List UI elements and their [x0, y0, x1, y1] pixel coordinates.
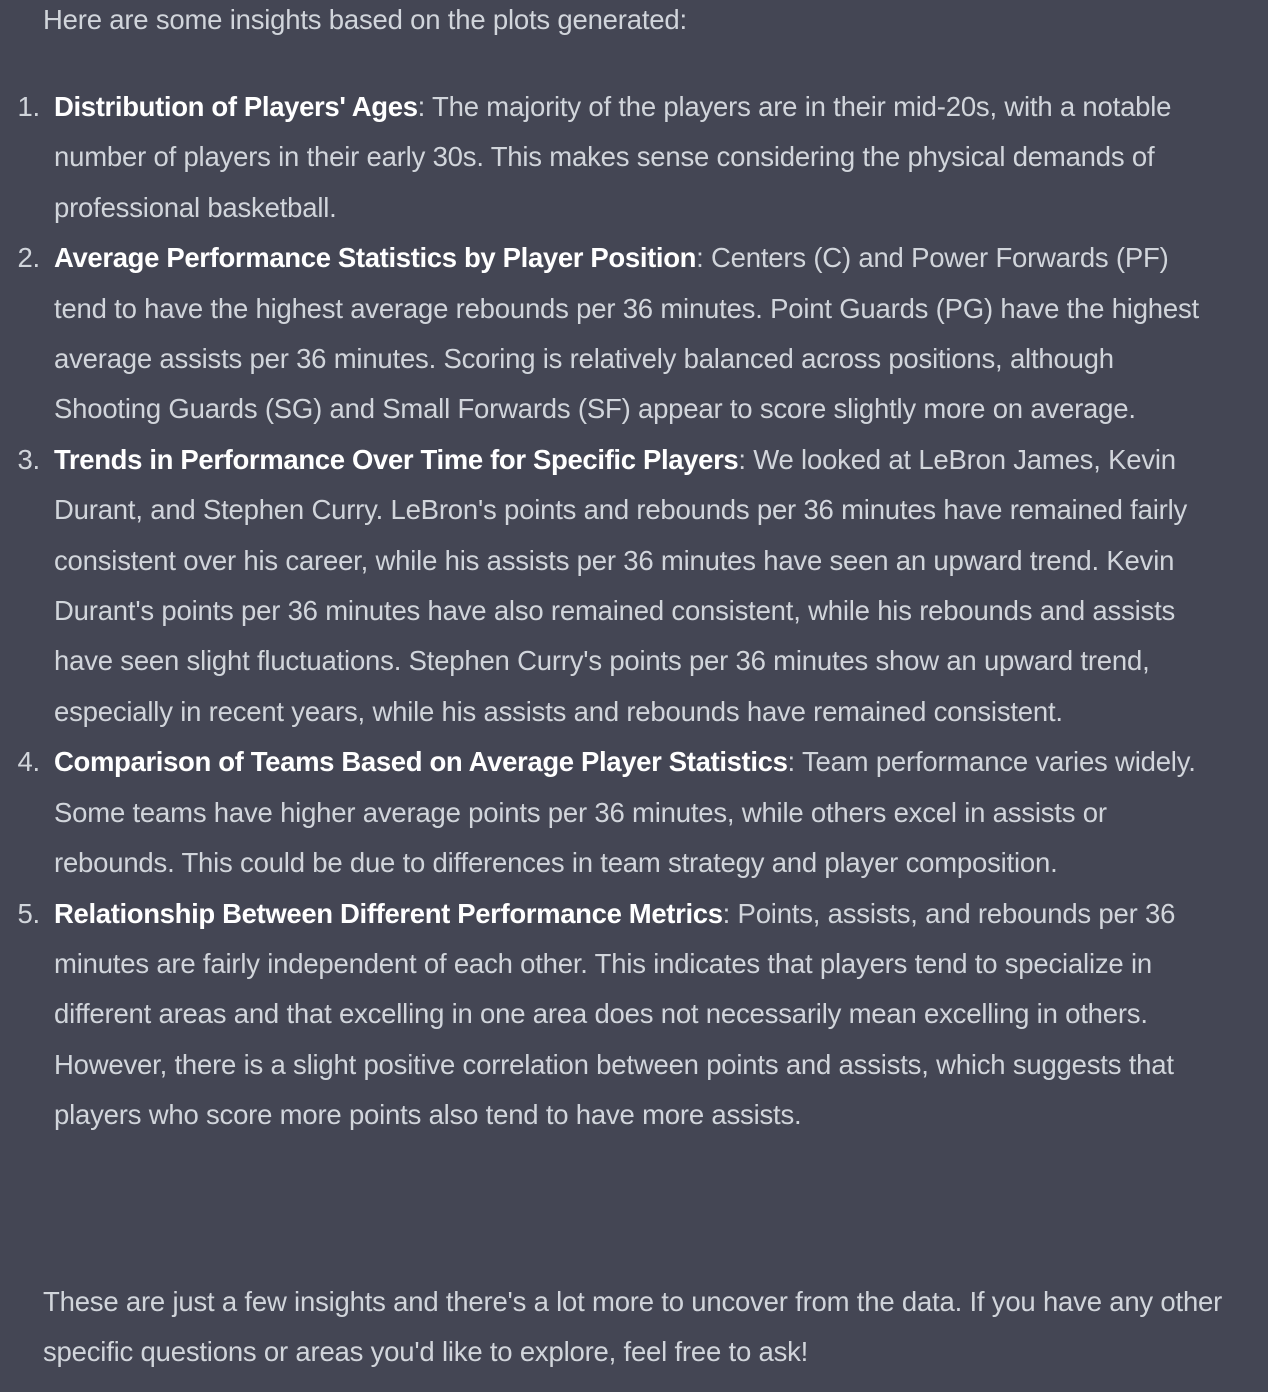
insight-item-team-comparison [0, 737, 1268, 888]
insight-number: 4. [17, 746, 40, 778]
insight-number: 5. [17, 897, 40, 929]
title-separator: : [738, 443, 746, 475]
insight-text: Points, assists, and rebounds per 36 minutes are fairly independent of each other. This indicates that players tend to specialize in different areas and that excelling in one area does not necessarily mean excelling in others. However, there is a slight positive correlation between points and assists, which suggests that players who score more points also tend to have more assists. [54, 897, 1176, 1131]
insight-title: Average Performance Statistics by Player Position [54, 242, 697, 274]
insight-item-player-trends [0, 435, 1268, 737]
title-separator: : [696, 242, 704, 274]
insight-text: Team performance varies widely. Some teams have higher average points per 36 minutes, while others excel in assists or rebounds. This could be due to differences in team strategy and player composition. [54, 746, 1196, 879]
insight-number: 3. [17, 443, 40, 475]
insight-title: Distribution of Players' Ages [54, 91, 418, 122]
insight-text: The majority of the players are in their mid-20s, with a notable number of players in their early 30s. This makes sense considering the physical demands of professional basketball. [54, 91, 1172, 223]
insight-item-position-stats [0, 233, 1268, 435]
title-separator: : [722, 897, 731, 929]
title-separator: : [417, 91, 426, 122]
insight-title: Relationship Between Different Performance Metrics [54, 897, 723, 929]
outro-paragraph: These are just a few insights and there's a lot more to uncover from the data. If you have any other specific questions or areas you'd like to explore, feel free to ask! [43, 1286, 1223, 1368]
insight-number: 2. [17, 242, 40, 274]
intro-paragraph: Here are some insights based on the plots generated: [43, 4, 687, 35]
insight-title: Comparison of Teams Based on Average Player Statistics [54, 746, 788, 778]
insight-list [0, 82, 1268, 1141]
insight-item-ages [0, 82, 1268, 233]
insight-text: Centers (C) and Power Forwards (PF) tend to have the highest average rebounds per 36 minutes. Point Guards (PG) have the highest average assists per 36 minutes. Scoring is relatively balanced across positions, although Shooting Guards (SG) and Small Forwards (SF) appear to score slightly more on average. [54, 242, 1199, 425]
insight-title: Trends in Performance Over Time for Specific Players [54, 443, 739, 475]
title-separator: : [787, 746, 795, 778]
insight-number: 1. [17, 91, 40, 122]
insight-text: We looked at LeBron James, Kevin Durant, and Stephen Curry. LeBron's points and rebounds per 36 minutes have remained fairly consistent over his career, while his assists per 36 minutes have seen an upward trend. Kevin Durant's points per 36 minutes have also remained consistent, while his rebounds and assists have seen slight fluctuations. Stephen Curry's points per 36 minutes show an upward trend, especially in recent years, while his assists and rebounds have remained consistent. [54, 443, 1188, 727]
insight-item-metric-relationships [0, 889, 1268, 1141]
